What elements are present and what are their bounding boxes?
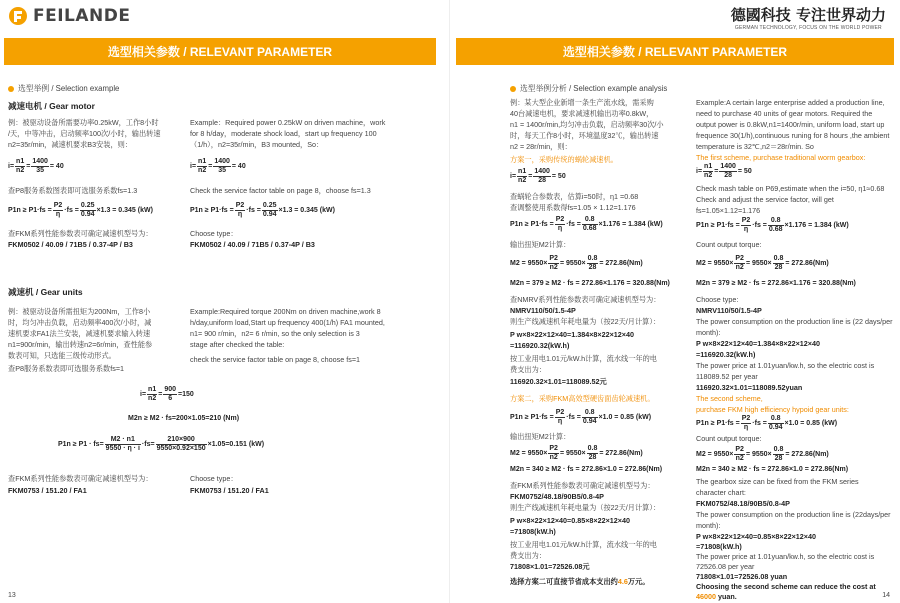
fraction	[213, 158, 231, 175]
text-line: 查FKM系列性能参数表可确定减速机型号为：	[8, 474, 153, 483]
denominator: 0.94	[262, 211, 277, 218]
fraction	[587, 445, 599, 462]
formula-text: P1n ≥ P1·fs =	[696, 222, 740, 229]
formula-text: P1n ≥ P1 · fs=	[58, 441, 104, 448]
formula-text: ×1.176 = 1.384 (kW)	[598, 221, 663, 228]
numerator: 0.8	[582, 216, 598, 225]
fraction	[262, 202, 278, 219]
formula-torque-b-en	[696, 446, 829, 463]
formula-text: ×1.0 = 0.85 (kW)	[784, 420, 838, 427]
formula-text: = 272.86(Nm)	[599, 260, 643, 267]
formula-power-en	[190, 202, 335, 219]
numerator: P2	[555, 216, 565, 223]
numerator: 0.8	[582, 409, 598, 418]
text-line: 费支出为：	[510, 365, 546, 374]
denominator: n2	[148, 395, 157, 402]
formula-line: =116920.32(kW.h)	[696, 350, 756, 359]
denominator: n2	[198, 167, 207, 174]
text-line: 例：某大型企业新增一条生产流水线，需采购	[510, 98, 654, 107]
formula-text: M2 = 9550×	[510, 260, 548, 267]
conclusion-text: 选择方案二可直接节省成本支出约	[510, 577, 618, 586]
slogan-english: GERMAN TECHNOLOGY, FOCUS ON THE WORLD POWER	[734, 25, 882, 31]
fraction	[734, 446, 745, 463]
text-line: month):	[696, 521, 721, 530]
text-line: frequence 30(1/h),continuous runing for 8 hours ,the ambient	[696, 131, 890, 140]
denominator: 0.68	[582, 225, 597, 232]
fraction	[15, 158, 25, 175]
formula-ratio-en	[190, 158, 246, 175]
text-line: Choose type:	[696, 295, 739, 304]
text-line: 查FKM系列性能参数表可确定减速机型号为：	[510, 481, 655, 490]
fraction	[773, 446, 785, 463]
text-line: 118089.52 per year	[696, 372, 758, 381]
numerator: 0.8	[773, 446, 784, 453]
text-line: n1= 900 r/min，n2= 6 r/min, so the only selection is 3	[190, 329, 360, 338]
formula-text: ×1.3 = 0.345 (kW)	[278, 207, 335, 214]
text-line: Check the service factor table on page 8，choose fs=1.3	[190, 186, 371, 195]
conclusion-text: yuan.	[716, 592, 737, 601]
formula-text: =	[158, 391, 163, 398]
formula-text: ·fs=	[141, 441, 155, 448]
formula-torque-b	[510, 445, 643, 462]
formula-text: ·fs =	[566, 221, 581, 228]
text-line: The gearbox size can be fixed from the FKM series	[696, 477, 859, 486]
formula-text: P1n ≥ P1·fs =	[510, 221, 554, 228]
fraction	[147, 386, 157, 403]
numerator: 1400	[720, 163, 736, 170]
text-line: 时，均匀冲击负载，启动频率400次/小时，减	[8, 318, 152, 327]
fraction	[719, 163, 737, 180]
numerator: n1	[704, 163, 713, 170]
formula-text: ×1.176 = 1.384 (kW)	[784, 222, 849, 229]
numerator: 1400	[32, 158, 48, 165]
page-number: 14	[882, 592, 890, 599]
denominator: 35	[36, 167, 44, 174]
scheme-one-heading: 方案一，采购传统的蜗轮减速机。	[510, 155, 618, 164]
scheme-one-heading-en: The first scheme, purchase traditional worm gearbox:	[696, 153, 866, 162]
conclusion-highlight: 4.6	[617, 577, 628, 586]
numerator: P2	[235, 202, 245, 209]
text-line: 查P8服务系数表即可选服务系数fs=1	[8, 364, 125, 373]
denominator: n2	[735, 455, 744, 462]
text-line: 查蜗轮合参数表，估算i=50时，η1 =0.68	[510, 192, 639, 201]
numerator: 1400	[214, 158, 230, 165]
text-line: 费支出为：	[510, 551, 546, 560]
numerator: 0.8	[587, 445, 598, 452]
formula-text: ·fs =	[64, 207, 79, 214]
text-line: 时，每天工作8小时，环境温度32℃，输出转速	[510, 131, 659, 140]
text-line: 查调整使用系数得fs=1.05 × 1.12=1.176	[510, 203, 636, 212]
cost-line: 116920.32×1.01=118089.52元	[510, 377, 607, 386]
fraction	[533, 168, 551, 185]
denominator: n2	[549, 264, 558, 271]
banner-title: 选型相关参数 / RELEVANT PARAMETER	[4, 38, 436, 65]
formula-text: i=	[510, 173, 517, 180]
formula-ratio-a	[510, 168, 566, 185]
denominator: 35	[218, 167, 226, 174]
text-line: output power is 0.8kW,n1=1400r/min, uniform load, start up	[696, 120, 885, 129]
scheme-two-heading-en: The second scheme,	[696, 394, 763, 403]
formula-line: =71808(kW.h)	[696, 542, 742, 551]
cost-line: 71808×1.01=72526.08元	[510, 562, 590, 571]
gear-units-heading: 减速机 / Gear units	[8, 287, 83, 297]
gear-motor-heading: 减速电机 / Gear motor	[8, 101, 95, 111]
formula-ratio-a-en	[696, 163, 752, 180]
formula-line: =116920.32(kW.h)	[510, 341, 570, 350]
formula-torque-a	[510, 255, 643, 272]
text-line: 查NMRV系列性能参数表可确定减速机型号为：	[510, 295, 661, 304]
text-line: Example:A certain large enterprise added a production line,	[696, 98, 885, 107]
model-number: NMRV110/50/1.5-4P	[510, 306, 576, 315]
text-line: for 8 h/day，moderate shock load，start up frequency 100	[190, 129, 377, 138]
text-line: 按工业用电1.01元/kW.h计算，流水线一年的电	[510, 540, 657, 549]
numerator: P2	[735, 446, 744, 453]
fraction	[768, 415, 784, 432]
fraction	[741, 217, 752, 234]
text-line: n1 = 1400r/min,均匀冲击负载，启动频率30次/小	[510, 120, 664, 129]
model-number: NMRV110/50/1.5-4P	[696, 306, 762, 315]
formula-text: = 9550×	[745, 260, 772, 267]
feilande-logo	[8, 6, 131, 26]
text-line: month):	[696, 328, 721, 337]
formula-text: =	[714, 168, 719, 175]
formula-power-b-en	[696, 415, 837, 432]
formula-line: =71808(kW.h)	[510, 527, 556, 536]
denominator: η	[743, 424, 749, 431]
denominator: 28	[724, 172, 732, 179]
fraction	[235, 202, 246, 219]
slogan-chinese: 德國科技 专注世界动力	[730, 6, 886, 24]
text-line: 速机要求FA1法兰安装，减速机要求输入转速	[8, 329, 151, 338]
formula-text: ·fs =	[566, 414, 581, 421]
denominator: 28	[588, 264, 597, 271]
fraction	[548, 255, 559, 272]
numerator: 900	[164, 386, 176, 393]
denominator: 0.94	[80, 211, 95, 218]
text-line: stage after checked the table:	[190, 340, 285, 349]
text-line: The power price at 1.01yuan/kw.h, so the electric cost is	[696, 361, 875, 370]
formula-power-a-en	[696, 217, 849, 234]
numerator: P2	[549, 255, 558, 262]
formula-text: M2 = 9550×	[696, 451, 734, 458]
conclusion-cn	[510, 577, 649, 588]
formula-text: ×1.05=0.151 (kW)	[207, 441, 265, 448]
model-number: FKM0752/48.18/90B5/0.8-4P	[696, 499, 790, 508]
denominator: η	[743, 226, 749, 233]
model-number: FKM0502 / 40.09 / 71B5 / 0.37-4P / B3	[190, 240, 315, 249]
conclusion-highlight: 46000	[696, 592, 716, 601]
conclusion-en: Choosing the second scheme can reduce the cost at	[696, 582, 876, 591]
model-number: FKM0502 / 40.09 / 71B5 / 0.37-4P / B3	[8, 240, 133, 249]
cost-line: 71808×1.01=72526.08 yuan	[696, 572, 788, 581]
fraction	[703, 163, 713, 180]
numerator: n1	[148, 386, 157, 393]
fraction	[555, 409, 566, 426]
numerator: P2	[741, 217, 751, 224]
denominator: η	[557, 418, 563, 425]
formula-text: = 40	[231, 163, 246, 170]
text-line: 查FKM系列性能参数表可确定减速机型号为：	[8, 229, 153, 238]
formula-line: P w×8×22×12×40=1.384×8×22×12×40	[696, 339, 820, 348]
fraction	[517, 168, 527, 185]
model-number: FKM0753 / 151.20 / FA1	[8, 486, 87, 495]
fraction	[587, 255, 599, 272]
scheme-two-heading-en: purchase FKM high efficiency hypoid gear units:	[696, 405, 849, 414]
numerator: P2	[741, 415, 751, 422]
text-line: The power price at 1.01yuan/kw.h, so the electric cost is	[696, 552, 875, 561]
text-line: Count output torque:	[696, 434, 762, 443]
numerator: n1	[518, 168, 527, 175]
numerator: P2	[735, 255, 744, 262]
right-page	[450, 0, 900, 603]
fraction	[582, 216, 598, 233]
text-line: 查P8服务系数图表即可选服务系数fs=1.3	[8, 186, 138, 195]
numerator: 0.25	[262, 202, 277, 209]
conclusion-en-2	[696, 592, 737, 603]
formula-power	[8, 202, 153, 219]
text-line: The power consumption on the production line is (22days/per	[696, 510, 891, 519]
section-heading	[8, 83, 119, 94]
denominator: η	[55, 211, 61, 218]
fraction	[80, 202, 96, 219]
text-line: 输出扭矩M2计算：	[510, 432, 571, 441]
denominator: 9550 · η · i	[105, 445, 140, 452]
denominator: 28	[774, 264, 783, 271]
formula-power-gu	[58, 436, 264, 453]
text-line: Check mash table on P69,estimate when the i=50, η1≈0.68	[696, 184, 885, 193]
section-heading	[510, 83, 667, 94]
numerator: 0.8	[773, 255, 784, 262]
formula-text: =	[26, 163, 31, 170]
text-line: 按工业用电1.01元/kW.h计算，流水线一年的电	[510, 354, 657, 363]
formula-text: P1n ≥ P1·fs =	[510, 414, 554, 421]
model-number: FKM0752/48.18/90B5/0.8-4P	[510, 492, 604, 501]
formula-text: = 9550×	[559, 260, 586, 267]
formula-text: ×1.0 = 0.85 (kW)	[598, 414, 652, 421]
numerator: M2 · n1	[105, 436, 141, 445]
fraction	[582, 409, 598, 426]
numerator: P2	[555, 409, 565, 416]
formula-torque-check-a-en: M2n = 379 ≥ M2 · fs = 272.86×1.176 = 320.88(Nm)	[696, 280, 856, 287]
section-title: 选型举例 / Selection example	[18, 84, 120, 93]
denominator: 6	[168, 395, 173, 402]
denominator: 9550×0.92×150	[156, 445, 206, 452]
numerator: n1	[198, 158, 207, 165]
formula-ratio	[8, 158, 64, 175]
formula-text: ·fs =	[752, 222, 767, 229]
formula-power-b	[510, 409, 651, 426]
formula-torque-a-en	[696, 255, 829, 272]
formula-text: i=	[8, 163, 15, 170]
page-number: 13	[8, 592, 16, 599]
formula-line: P w×8×22×12×40=0.85×8×22×12×40	[510, 516, 630, 525]
formula-text: = 272.86(Nm)	[785, 451, 829, 458]
denominator: 0.68	[768, 226, 783, 233]
text-line: Choose type：	[190, 474, 238, 483]
denominator: n2	[16, 167, 25, 174]
text-line: 72526.08 per year	[696, 562, 755, 571]
text-line: Count output torque:	[696, 240, 762, 249]
numerator: 0.8	[587, 255, 598, 262]
denominator: η	[557, 225, 563, 232]
fraction	[768, 217, 784, 234]
text-line: fs=1.05×1.12=1.176	[696, 206, 761, 215]
text-line: n1=900r/min，输出转速n2=6r/min，查性能参	[8, 340, 153, 349]
denominator: 28	[538, 177, 546, 184]
text-line: 数表可知，只选能三级传动形式。	[8, 351, 116, 360]
formula-power-a	[510, 216, 663, 233]
numerator: P2	[53, 202, 63, 209]
formula-text: = 50	[551, 173, 566, 180]
conclusion-text: 万元。	[627, 577, 650, 586]
text-line: The power consumption on the production line is (22 days/per	[696, 317, 893, 326]
numerator: n1	[16, 158, 25, 165]
formula-text: = 9550×	[559, 450, 586, 457]
formula-torque: M2n ≥ M2 · fs=200×1.05=210 (Nm)	[128, 415, 240, 422]
denominator: 0.94	[582, 418, 597, 425]
formula-torque-check-b-en: M2n = 340 ≥ M2 · fs = 272.86×1.0 = 272.86(Nm)	[696, 466, 849, 473]
denominator: n2	[735, 264, 744, 271]
text-line: 例：被驱动设备所需扭矩为200Nm，工作8小	[8, 307, 151, 316]
fraction	[548, 445, 559, 462]
text-line: check the service factor table on page 8, choose fs=1	[190, 355, 361, 364]
formula-text: = 40	[49, 163, 64, 170]
formula-text: =	[208, 163, 213, 170]
text-line: Example：Required power 0.25kW on driven machine，work	[190, 118, 386, 127]
model-number: FKM0753 / 151.20 / FA1	[190, 486, 269, 495]
denominator: n2	[704, 172, 713, 179]
text-line: Choose type：	[190, 229, 238, 238]
fraction	[31, 158, 49, 175]
formula-text: =150	[178, 391, 194, 398]
text-line: /天，中等冲击，启动频率100次/小时，输出转速	[8, 129, 161, 138]
text-line: need to purchase 40 units of gear motors. Required the	[696, 109, 873, 118]
formula-text: = 50	[737, 168, 752, 175]
fraction	[197, 158, 207, 175]
text-line: 40台减速电机，要求减速机输出功率0.8kW，	[510, 109, 654, 118]
text-line: 例：被驱动设备所需要功率0.25kW，工作8小时	[8, 118, 159, 127]
numerator: 1400	[534, 168, 550, 175]
denominator: n2	[518, 177, 527, 184]
formula-torque-check-a: M2n = 379 ≥ M2 · fs = 272.86×1.176 = 320.88(Nm)	[510, 280, 670, 287]
denominator: n2	[549, 454, 558, 461]
formula-text: ·fs =	[246, 207, 261, 214]
formula-text: = 272.86(Nm)	[785, 260, 829, 267]
numerator: 0.8	[768, 217, 784, 226]
text-line: 则生产线减速机年耗电量为（按22天/月计算）：	[510, 503, 661, 512]
text-line: n2=35r/min，减速机要求B3安装，则：	[8, 140, 133, 149]
formula-text: i=	[190, 163, 197, 170]
formula-text: = 9550×	[745, 451, 772, 458]
fraction	[555, 216, 566, 233]
text-line: （1/h），n2=35r/min，B3 mounted，So：	[190, 140, 324, 149]
scheme-two-heading: 方案二，采购FKM高效型硬齿面齿轮减速机。	[510, 394, 655, 403]
bullet-dot-icon	[8, 86, 14, 92]
logo-text: FEILANDE	[33, 6, 131, 26]
text-line: Example:Required torque 200Nm on driven machine,work 8	[190, 307, 381, 316]
fraction	[105, 436, 141, 453]
denominator: 0.94	[768, 424, 783, 431]
formula-text: P1n ≥ P1·fs =	[696, 420, 740, 427]
formula-torque-check-b: M2n = 340 ≥ M2 · fs = 272.86×1.0 = 272.86(Nm)	[510, 466, 663, 473]
banner-title: 选型相关参数 / RELEVANT PARAMETER	[456, 38, 894, 65]
text-line: character chart:	[696, 488, 746, 497]
numerator: 0.8	[768, 415, 784, 424]
cost-line: 116920.32×1.01=118089.52yuan	[696, 383, 803, 392]
formula-text: = 272.86(Nm)	[599, 450, 643, 457]
fraction	[741, 415, 752, 432]
fraction	[53, 202, 64, 219]
formula-ratio-gu	[140, 386, 194, 403]
numerator: 0.25	[80, 202, 95, 209]
formula-text: M2 = 9550×	[696, 260, 734, 267]
formula-text: P1n ≥ P1·fs =	[8, 207, 52, 214]
formula-text: M2 = 9550×	[510, 450, 548, 457]
formula-text: ×1.3 = 0.345 (kW)	[96, 207, 153, 214]
formula-text: =	[528, 173, 533, 180]
text-line: n2 = 28r/min，则：	[510, 142, 572, 151]
denominator: 28	[588, 454, 597, 461]
fraction	[773, 255, 785, 272]
bullet-dot-icon	[510, 86, 516, 92]
slogan	[731, 4, 886, 31]
formula-text: i=	[696, 168, 703, 175]
formula-line: P w×8×22×12×40=0.85×8×22×12×40	[696, 532, 816, 541]
formula-text: i=	[140, 391, 147, 398]
formula-text: P1n ≥ P1·fs =	[190, 207, 234, 214]
brand-mark-icon	[8, 6, 28, 26]
fraction	[734, 255, 745, 272]
denominator: η	[237, 211, 243, 218]
fraction	[156, 436, 207, 453]
formula-line: P w×8×22×12×40=1.384×8×22×12×40	[510, 330, 634, 339]
text-line: h/day,uniform load,Start up frequency 400(1/h) FA1 mounted,	[190, 318, 385, 327]
text-line: temperature is 32℃,n2＝28r/min. So	[696, 142, 814, 151]
text-line: 则生产线减速机年耗电量为（按22天/月计算）：	[510, 317, 661, 326]
section-title: 选型举例分析 / Selection example analysis	[520, 84, 668, 93]
fraction	[163, 386, 177, 403]
text-line: Check and adjust the service factor, will get	[696, 195, 834, 204]
numerator: P2	[549, 445, 558, 452]
numerator: 210×900	[156, 436, 207, 445]
denominator: 28	[774, 455, 783, 462]
text-line: 输出扭矩M2计算：	[510, 240, 571, 249]
formula-text: ·fs =	[752, 420, 767, 427]
